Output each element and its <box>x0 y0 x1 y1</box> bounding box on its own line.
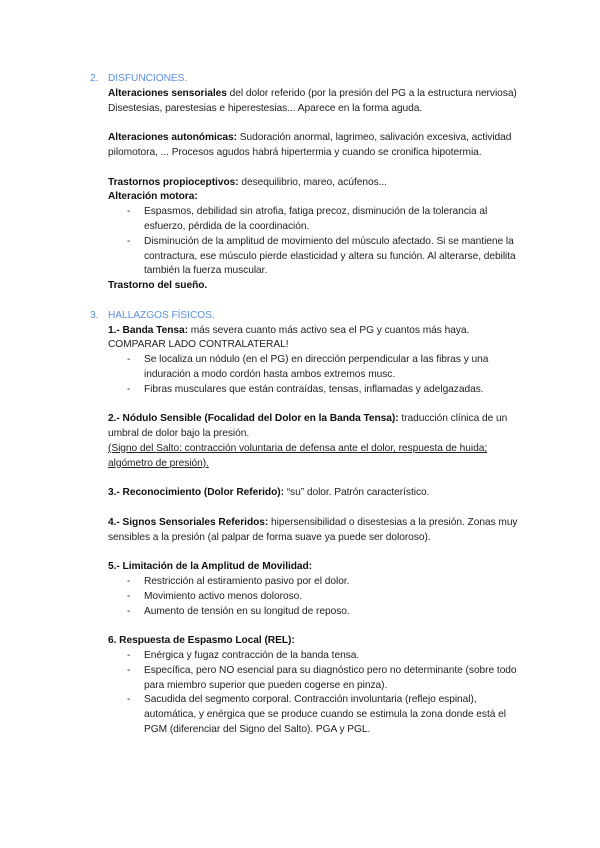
paragraph-text: “su” dolor. Patrón característico. <box>283 487 430 499</box>
list-item: - Aumento de tensión en su longitud de reposo. <box>108 605 524 620</box>
section-number: 3. <box>90 309 99 321</box>
paragraph-text: desequilibrio, mareo, acúfenos... <box>238 176 387 188</box>
list-item: - Se localiza un nódulo (en el PG) en dirección perpendicular a las fibras y una induración a modo cordón hasta ambos extremos musc. <box>108 353 524 383</box>
section-number: 2. <box>90 73 99 84</box>
term: Trastornos propioceptivos: <box>108 176 239 188</box>
list-banda-tensa <box>108 353 524 397</box>
list-alteracion-motora <box>108 205 524 279</box>
term: Alteraciones sensoriales <box>108 87 227 99</box>
term: 4.- Signos Sensoriales Referidos: <box>108 516 269 528</box>
paragraph-text: Sudoración anormal, lagrimeo, salivación excesiva, actividad pilomotora, ... Procesos agudos habrá hipertermia y cuando se cronifica hipotermia. <box>108 132 512 158</box>
paragraph-trastorno-sueno <box>108 279 524 294</box>
paragraph-text: hipersensibilidad o disestesias a la presión. Zonas muy sensibles a la presión (al palpar de forma suave ya puede ser doloroso). <box>108 516 518 543</box>
paragraph-text: más severa cuanto más activo sea el PG y cuantos más haya. COMPARAR LADO CONTRALATERAL! <box>108 324 470 351</box>
paragraph-text: del dolor referido (por la presión del PG a la estructura nerviosa) Disestesias, parestesias e hiperestesias... Aparece en la forma aguda. <box>108 87 517 114</box>
paragraph-alteraciones-sensoriales <box>108 87 524 117</box>
paragraph-trastornos-propioceptivos <box>108 176 524 191</box>
paragraph-limitacion-movilidad <box>108 560 524 575</box>
paragraph-alteracion-motora <box>108 190 524 205</box>
list-item: - Fibras musculares que están contraídas, tensas, inflamadas y adelgazadas. <box>108 383 524 398</box>
section-heading-disfunciones <box>90 72 524 87</box>
section-title: HALLAZGOS FÍSICOS. <box>108 309 215 321</box>
term: 3.- Reconocimiento (Dolor Referido): <box>108 487 284 499</box>
list-item: - Espasmos, debilidad sin atrofia, fatiga precoz, disminución de la tolerancia al esfuerzo, pérdida de la coordinación. <box>108 205 524 235</box>
paragraph-signos-sensoriales <box>108 516 524 546</box>
list-item: - Disminución de la amplitud de movimiento del músculo afectado. Si se mantiene la contractura, ese músculo pierde elasticidad y altera su función. Al alterarse, debilita también la fuerza muscular. <box>108 235 524 279</box>
list-item: - Movimiento activo menos doloroso. <box>108 590 524 605</box>
paragraph-nodulo-sensible <box>108 412 524 442</box>
term: Trastorno del sueño. <box>108 280 208 292</box>
paragraph-banda-tensa <box>108 324 524 354</box>
paragraph-alteraciones-autonomicas <box>108 131 524 161</box>
list-item: - Enérgica y fugaz contracción de la banda tensa. <box>108 649 524 664</box>
list-item: - Específica, pero NO esencial para su diagnóstico pero no determinante (sobre todo para miembro superior que pueden cogerse en pinza). <box>108 664 524 694</box>
list-item: - Restricción al estiramiento pasivo por el dolor. <box>108 575 524 590</box>
document-content <box>90 72 524 738</box>
section-heading-hallazgos <box>90 309 524 324</box>
term: 2.- Nódulo Sensible (Focalidad del Dolor en la Banda Tensa): <box>108 413 399 425</box>
term: Alteraciones autonómicas: <box>108 132 237 144</box>
list-espasmo-local <box>108 649 524 738</box>
list-limitacion-movilidad <box>108 575 524 619</box>
paragraph-text: traducción clínica de un umbral de dolor bajo la presión. <box>108 413 508 440</box>
paragraph-espasmo-local <box>108 634 524 649</box>
paragraph-signo-salto: (Signo del Salto: contracción voluntaria de defensa ante el dolor, respuesta de huida; algómetro de presión). <box>108 442 488 469</box>
list-item: - Sacudida del segmento corporal. Contracción involuntaria (reflejo espinal), automática, y enérgica que se produce cuando se estimula la zona donde está el PGM (diferenciar del Signo del Salto). PGA y PGL. <box>108 693 524 737</box>
section-title: DISFUNCIONES. <box>108 73 188 84</box>
term: Alteración motora: <box>108 191 198 203</box>
term: 6. Respuesta de Espasmo Local (REL): <box>108 635 295 647</box>
term: 1.- Banda Tensa: <box>108 324 188 336</box>
paragraph-reconocimiento <box>108 486 524 501</box>
term: 5.- Limitación de la Amplitud de Movilidad: <box>108 561 313 573</box>
